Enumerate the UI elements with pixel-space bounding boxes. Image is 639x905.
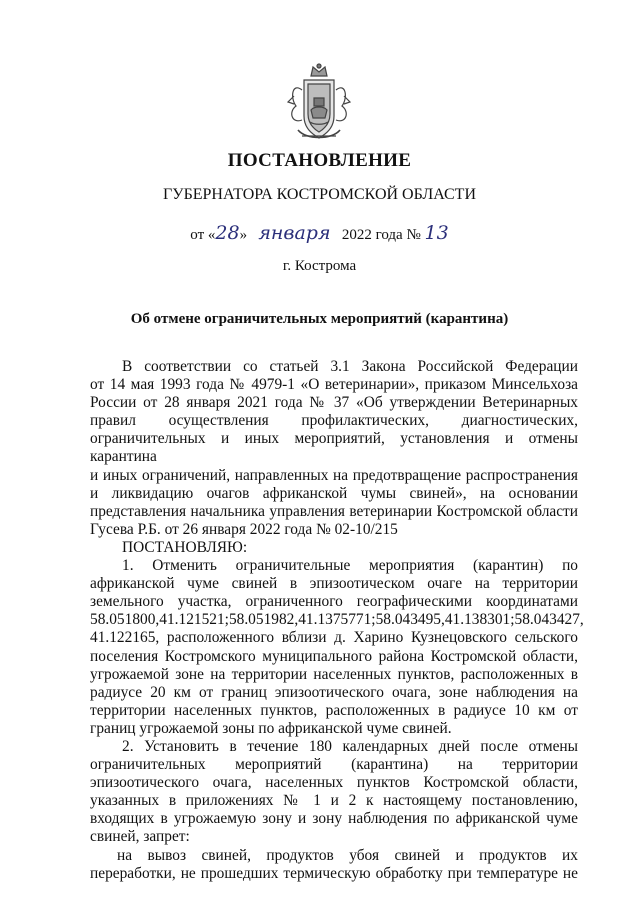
body-line: входящих в угрожаемую зону и зону наблюдения по африканской чуме: [90, 810, 578, 828]
body-line: 58.051800,41.121521;58.051982,41.1375771;58.043495,41.138301;58.043427,: [90, 611, 584, 629]
body-line: от 14 мая 1993 года № 4979-1 «О ветеринарии», приказом Минсельхоза: [90, 376, 578, 394]
body-line: эпизоотического очага, населенных пунктов Костромской области,: [90, 774, 578, 792]
body-line: африканской чуме свиней в эпизоотическом очаге на территории: [90, 575, 578, 593]
resolution-word: ПОСТАНОВЛЯЮ:: [122, 538, 248, 556]
body-line: 41.122165, расположенного вблизи д. Харино Кузнецовского сельского: [90, 629, 578, 647]
body-line: и иных ограничений, направленных на предотвращение распространения: [90, 466, 578, 484]
date-quote-close: »: [239, 227, 248, 243]
document-number-handwritten: 13: [424, 222, 449, 244]
body-line: поселения Костромского муниципального района Костромской области,: [90, 647, 578, 665]
body-line: земельного участка, ограниченного географическими координатами: [90, 593, 578, 611]
body-line: В соответствии со статьей 3.1 Закона Российской Федерации: [122, 358, 578, 375]
date-year: 2022 года №: [341, 227, 421, 243]
body-line: представления начальника управления ветеринарии Костромской области: [90, 502, 578, 520]
city-line: г. Кострома: [282, 258, 357, 274]
body-line: 2. Установить в течение 180 календарных дней после отмены: [122, 737, 578, 755]
document-title: ПОСТАНОВЛЕНИЕ: [227, 150, 412, 171]
body-line: ограничительных мероприятий (карантина) на территории: [90, 756, 578, 774]
body-line: правил осуществления профилактических, диагностических,: [90, 412, 578, 430]
body-line: Гусева Р.Б. от 26 января 2022 года № 02-10/215: [90, 520, 398, 538]
document-heading: Об отмене ограничительных мероприятий (карантина): [130, 311, 509, 327]
date-month-handwritten: января: [258, 222, 331, 244]
body-line: радиусе 20 км от границ эпизоотического очага, зоне наблюдения на: [90, 683, 578, 701]
body-line: ограничительных и иных мероприятий, установления и отмены карантина: [90, 430, 578, 466]
body-line: указанных в приложениях № 1 и 2 к настоящему постановлению,: [90, 792, 578, 810]
body-line: свиней, запрет:: [90, 828, 190, 846]
body-line: угрожаемой зоне на территории населенных пунктов, расположенных в: [90, 665, 578, 683]
date-prefix: от «: [190, 227, 216, 243]
date-line: [0, 222, 639, 244]
body-line: России от 28 января 2021 года № 37 «Об утверждении Ветеринарных: [90, 394, 578, 412]
body-line: переработки, не прошедших термическую обработку при температуре не: [90, 864, 578, 882]
document-body: [90, 358, 584, 883]
date-day-handwritten: 28: [215, 222, 240, 244]
body-line: 1. Отменить ограничительные мероприятия (карантин) по: [122, 557, 578, 575]
body-line: на вывоз свиней, продуктов убоя свиней и продуктов их: [117, 846, 578, 864]
issuer-line: ГУБЕРНАТОРА КОСТРОМСКОЙ ОБЛАСТИ: [162, 186, 476, 203]
body-line: и ликвидацию очагов африканской чумы свиней», на основании: [90, 484, 578, 502]
body-line: территории населенных пунктов, расположенных в радиусе 10 км от: [90, 701, 578, 719]
body-line: границ угрожаемой зоны по африканской чуме свиней.: [90, 719, 452, 737]
kostroma-coat-of-arms-icon: [284, 62, 354, 148]
